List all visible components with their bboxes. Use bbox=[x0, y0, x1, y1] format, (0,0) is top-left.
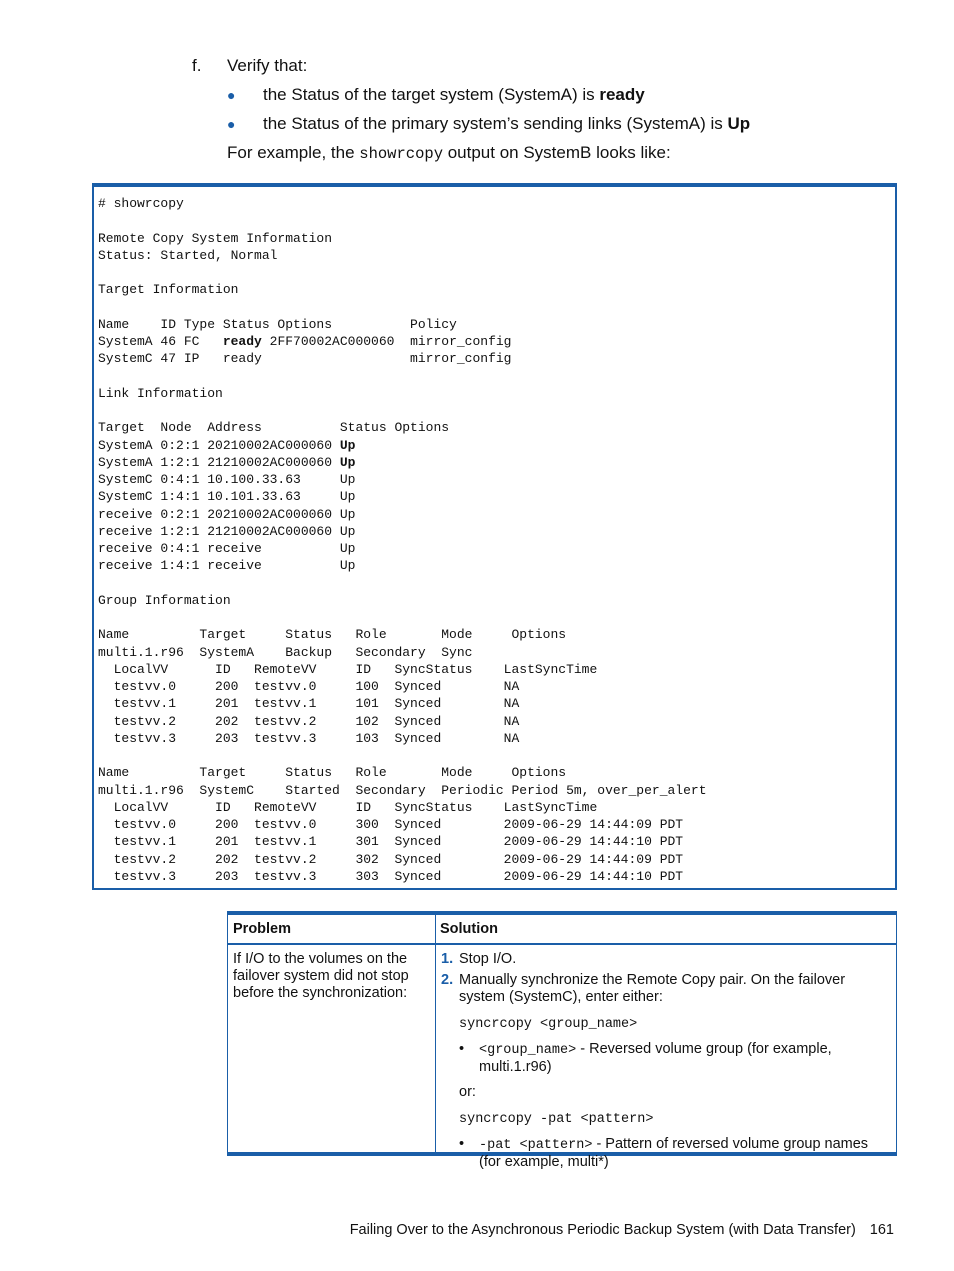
code-line: # showrcopy bbox=[98, 196, 184, 211]
command-output bbox=[98, 195, 707, 885]
solution-step bbox=[441, 972, 893, 1006]
code-line: LocalVV ID RemoteVV ID SyncStatus LastSyncTime bbox=[98, 799, 598, 815]
bullet-item bbox=[227, 113, 750, 135]
code-line: Name ID Type Status Options Policy bbox=[98, 316, 457, 332]
command-output-block bbox=[92, 183, 897, 890]
page-number: 161 bbox=[869, 1222, 894, 1238]
bullet-text: - Reversed volume group (for example, multi.1.r96) bbox=[479, 1041, 832, 1075]
code-line: receive 1:4:1 receive Up bbox=[98, 558, 356, 574]
bullet-icon: ● bbox=[227, 116, 236, 132]
code-line: receive 1:2:1 21210002AC000060 Up bbox=[98, 523, 356, 539]
bullet-icon: • bbox=[459, 1041, 465, 1057]
code-line: testvv.1 201 testvv.1 301 Synced 2009-06-29 14:44:10 PDT bbox=[98, 834, 684, 850]
code-line: Target Node Address Status Options bbox=[98, 420, 450, 436]
bullet-icon: ● bbox=[227, 87, 236, 103]
code-line: Target Information bbox=[98, 282, 239, 298]
example-prefix: For example, the bbox=[227, 143, 360, 162]
bullet-item bbox=[227, 84, 645, 106]
code-line bbox=[98, 402, 707, 419]
code-line: SystemC 0:4:1 10.100.33.63 Up bbox=[98, 472, 356, 487]
page-footer bbox=[350, 1222, 894, 1238]
bullet-bold: ready bbox=[599, 85, 645, 104]
problem-solution-table bbox=[227, 911, 897, 1170]
step-number: 1. bbox=[441, 951, 454, 967]
code-line: Name Target Status Role Mode Options bbox=[98, 765, 567, 781]
example-intro bbox=[227, 142, 671, 165]
code-line: testvv.2 202 testvv.2 102 Synced NA bbox=[98, 713, 520, 729]
step-intro: Verify that: bbox=[227, 56, 308, 75]
footer-title: Failing Over to the Asynchronous Periodic Backup System (with Data Transfer) bbox=[349, 1222, 856, 1238]
code-line: SystemC 1:4:1 10.101.33.63 Up bbox=[98, 489, 356, 505]
code-line bbox=[98, 264, 707, 281]
step-number: 2. bbox=[441, 972, 454, 988]
bullet-code: -pat <pattern> bbox=[479, 1138, 593, 1153]
code-bold: Up bbox=[339, 454, 356, 470]
code-line: testvv.2 202 testvv.2 302 Synced 2009-06-29 14:44:09 PDT bbox=[98, 851, 684, 867]
code-line: receive 0:2:1 20210002AC000060 Up bbox=[98, 506, 356, 522]
code-line: multi.1.r96 SystemA Backup Secondary Sync bbox=[98, 644, 473, 660]
command-example: syncrcopy -pat <pattern> bbox=[459, 1112, 654, 1127]
code-line: Remote Copy System Information bbox=[98, 230, 333, 246]
sub-bullet-item bbox=[441, 1041, 893, 1076]
code-line: testvv.0 200 testvv.0 300 Synced 2009-06-29 14:44:09 PDT bbox=[98, 817, 684, 832]
bullet-text: the Status of the target system (SystemA) is bbox=[263, 85, 600, 104]
code-line: LocalVV ID RemoteVV ID SyncStatus LastSyncTime bbox=[98, 661, 598, 677]
header-solution: Solution bbox=[440, 921, 498, 937]
bullet-text: the Status of the primary system’s sending links (SystemA) is bbox=[263, 114, 728, 133]
code-line bbox=[98, 609, 707, 626]
step-text: Manually synchronize the Remote Copy pair. On the failover system (SystemC), enter either: bbox=[459, 972, 846, 1005]
code-line: Name Target Status Role Mode Options bbox=[98, 627, 567, 643]
code-line bbox=[98, 747, 707, 764]
solution-step bbox=[441, 951, 893, 968]
bullet-text: - Pattern of reversed volume group names (for example, multi*) bbox=[479, 1136, 869, 1170]
header-divider bbox=[228, 943, 896, 945]
code-line: testvv.3 203 testvv.3 303 Synced 2009-06-29 14:44:10 PDT bbox=[98, 868, 684, 884]
code-line: multi.1.r96 SystemC Started Secondary Periodic Period 5m, over_per_alert bbox=[98, 782, 707, 798]
code-line: receive 0:4:1 receive Up bbox=[98, 541, 356, 556]
code-line: Group Information bbox=[98, 592, 231, 608]
code-line: SystemA 1:2:1 21210002AC000060 Up bbox=[98, 454, 356, 470]
code-line: testvv.1 201 testvv.1 101 Synced NA bbox=[98, 696, 520, 712]
code-line: Link Information bbox=[98, 385, 223, 401]
bullet-bold: Up bbox=[727, 114, 751, 133]
code-line: SystemA 46 FC ready 2FF70002AC000060 mirror_config bbox=[98, 334, 512, 349]
solution-cell bbox=[441, 951, 893, 1175]
code-line: SystemC 47 IP ready mirror_config bbox=[98, 351, 512, 367]
code-line: SystemA 0:2:1 20210002AC000060 Up bbox=[98, 437, 356, 453]
code-line: testvv.3 203 testvv.3 103 Synced NA bbox=[98, 730, 520, 746]
code-line bbox=[98, 575, 707, 592]
code-line: Status: Started, Normal bbox=[98, 247, 278, 263]
sub-bullet-item bbox=[441, 1136, 893, 1171]
example-suffix: output on SystemB looks like: bbox=[443, 143, 671, 162]
code-line: testvv.0 200 testvv.0 100 Synced NA bbox=[98, 679, 520, 694]
code-bold: ready bbox=[222, 334, 262, 349]
bullet-icon: • bbox=[459, 1136, 465, 1152]
bullet-code: <group_name> bbox=[479, 1043, 577, 1058]
command-example: syncrcopy <group_name> bbox=[459, 1017, 638, 1032]
example-command: showrcopy bbox=[359, 145, 443, 163]
code-line bbox=[98, 368, 707, 385]
problem-cell: If I/O to the volumes on the failover system did not stop before the synchronization: bbox=[233, 951, 409, 1001]
header-problem: Problem bbox=[233, 921, 292, 937]
column-divider bbox=[435, 915, 436, 1152]
code-line bbox=[98, 212, 707, 229]
code-line bbox=[98, 299, 707, 316]
step-text: Stop I/O. bbox=[459, 951, 517, 967]
or-text: or: bbox=[459, 1084, 476, 1100]
code-bold: Up bbox=[339, 437, 356, 453]
step-letter: f. bbox=[192, 56, 202, 75]
